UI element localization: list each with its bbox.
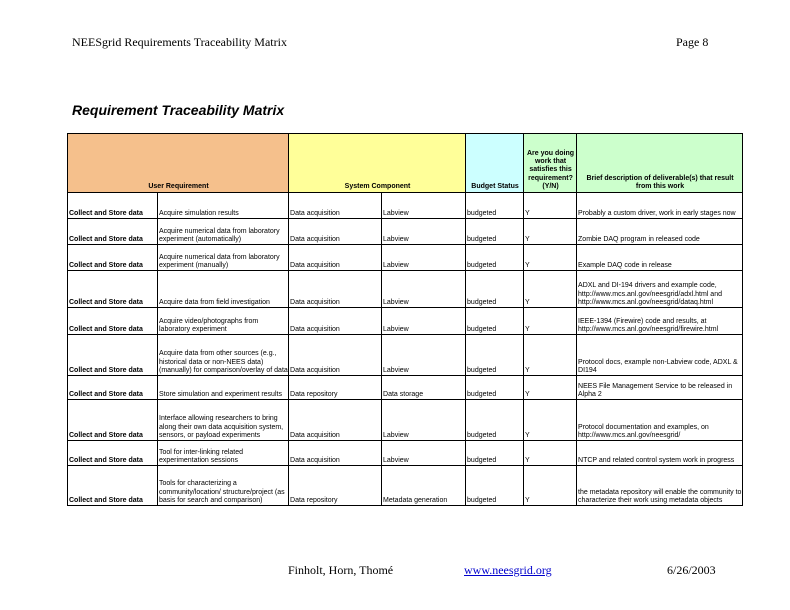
row-work: Y: [524, 245, 577, 271]
row-component: Data repository: [289, 466, 382, 506]
table-row: [68, 400, 743, 441]
row-description: the metadata repository will enable the community to characterize their work using metadata objects: [577, 466, 743, 506]
traceability-table: [67, 133, 743, 506]
row-budget: budgeted: [466, 245, 524, 271]
row-requirement: Acquire data from field investigation: [158, 271, 289, 308]
row-tool: Labview: [382, 271, 466, 308]
row-budget: budgeted: [466, 193, 524, 219]
row-work: Y: [524, 308, 577, 335]
row-requirement: Tools for characterizing a community/location/ structure/project (as basis for search and comparison): [158, 466, 289, 506]
row-tool: Metadata generation: [382, 466, 466, 506]
row-tool: Labview: [382, 400, 466, 441]
row-description: Zombie DAQ program in released code: [577, 219, 743, 245]
table-row: [68, 441, 743, 466]
row-component: Data acquisition: [289, 441, 382, 466]
row-category: Collect and Store data: [68, 219, 158, 245]
row-tool: Labview: [382, 308, 466, 335]
row-work: Y: [524, 376, 577, 400]
row-description: NTCP and related control system work in progress: [577, 441, 743, 466]
footer-website-link[interactable]: www.neesgrid.org: [464, 563, 552, 577]
col-header-brief-description: Brief description of deliverable(s) that result from this work: [577, 134, 743, 193]
row-budget: budgeted: [466, 376, 524, 400]
row-requirement: Acquire data from other sources (e.g., historical data or non-NEES data) (manually) for comparison/overlay of data: [158, 335, 289, 376]
row-component: Data acquisition: [289, 400, 382, 441]
row-budget: budgeted: [466, 400, 524, 441]
row-work: Y: [524, 219, 577, 245]
table-row: [68, 271, 743, 308]
row-category: Collect and Store data: [68, 376, 158, 400]
table-row: [68, 219, 743, 245]
row-description: Protocol documentation and examples, on http://www.mcs.anl.gov/neesgrid/: [577, 400, 743, 441]
col-header-system-component: System Component: [289, 134, 466, 193]
row-tool: Labview: [382, 193, 466, 219]
row-budget: budgeted: [466, 335, 524, 376]
row-category: Collect and Store data: [68, 466, 158, 506]
page-number: Page 8: [676, 35, 709, 49]
col-header-work-yn: Are you doing work that satisfies this requirement? (Y/N): [524, 134, 577, 193]
row-budget: budgeted: [466, 466, 524, 506]
footer-date: 6/26/2003: [667, 563, 716, 577]
row-category: Collect and Store data: [68, 245, 158, 271]
row-component: Data acquisition: [289, 335, 382, 376]
table-row: [68, 335, 743, 376]
row-tool: Labview: [382, 219, 466, 245]
row-category: Collect and Store data: [68, 271, 158, 308]
row-tool: Data storage: [382, 376, 466, 400]
row-tool: Labview: [382, 335, 466, 376]
col-header-budget-status: Budget Status: [466, 134, 524, 193]
row-description: NEES File Management Service to be released in Alpha 2: [577, 376, 743, 400]
row-description: Example DAQ code in release: [577, 245, 743, 271]
row-tool: Labview: [382, 245, 466, 271]
page-title: Requirement Traceability Matrix: [72, 102, 285, 118]
row-tool: Labview: [382, 441, 466, 466]
row-category: Collect and Store data: [68, 441, 158, 466]
row-category: Collect and Store data: [68, 400, 158, 441]
row-work: Y: [524, 193, 577, 219]
row-requirement: Interface allowing researchers to bring along their own data acquisition system, sensors, or payload experiments: [158, 400, 289, 441]
row-work: Y: [524, 466, 577, 506]
row-component: Data acquisition: [289, 245, 382, 271]
row-requirement: Acquire video/photographs from laboratory experiment: [158, 308, 289, 335]
row-component: Data repository: [289, 376, 382, 400]
row-component: Data acquisition: [289, 219, 382, 245]
row-requirement: Tool for inter-linking related experimentation sessions: [158, 441, 289, 466]
row-requirement: Store simulation and experiment results: [158, 376, 289, 400]
row-budget: budgeted: [466, 219, 524, 245]
row-work: Y: [524, 441, 577, 466]
document-header-title: NEESgrid Requirements Traceability Matrix: [72, 35, 287, 49]
row-description: Protocol docs, example non-Labview code, ADXL & DI194: [577, 335, 743, 376]
row-component: Data acquisition: [289, 271, 382, 308]
row-description: IEEE-1394 (Firewire) code and results, at http://www.mcs.anl.gov/neesgrid/firewire.html: [577, 308, 743, 335]
row-category: Collect and Store data: [68, 193, 158, 219]
row-work: Y: [524, 400, 577, 441]
row-budget: budgeted: [466, 308, 524, 335]
row-category: Collect and Store data: [68, 335, 158, 376]
row-component: Data acquisition: [289, 193, 382, 219]
col-header-user-requirement: User Requirement: [68, 134, 289, 193]
row-work: Y: [524, 271, 577, 308]
row-budget: budgeted: [466, 441, 524, 466]
table-row: [68, 376, 743, 400]
row-component: Data acquisition: [289, 308, 382, 335]
row-requirement: Acquire numerical data from laboratory experiment (manually): [158, 245, 289, 271]
table-row: [68, 308, 743, 335]
table-row: [68, 466, 743, 506]
row-requirement: Acquire numerical data from laboratory experiment (automatically): [158, 219, 289, 245]
row-work: Y: [524, 335, 577, 376]
row-category: Collect and Store data: [68, 308, 158, 335]
row-description: Probably a custom driver, work in early stages now: [577, 193, 743, 219]
table-header-row: [68, 134, 743, 193]
table-row: [68, 193, 743, 219]
row-requirement: Acquire simulation results: [158, 193, 289, 219]
table-row: [68, 245, 743, 271]
row-budget: budgeted: [466, 271, 524, 308]
footer-authors: Finholt, Horn, Thomé: [288, 563, 394, 577]
row-description: ADXL and DI-194 drivers and example code, http://www.mcs.anl.gov/neesgrid/adxl.html and http://www.mcs.anl.gov/neesgrid/dataq.html: [577, 271, 743, 308]
